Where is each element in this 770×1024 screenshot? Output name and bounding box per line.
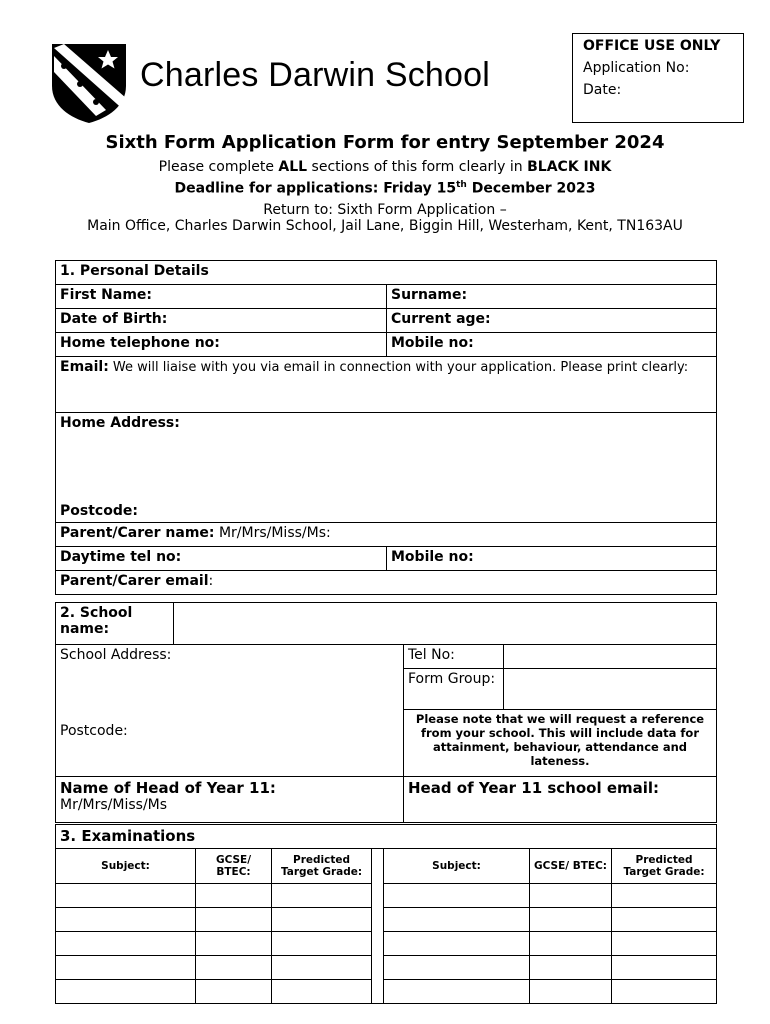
school-postcode-label: Postcode: (60, 723, 128, 739)
gcse-col-header: GCSE/ BTEC: (196, 849, 272, 884)
exam-row (56, 908, 717, 932)
exam-grade-cell[interactable] (272, 980, 372, 1004)
exam-subject-cell[interactable] (56, 980, 196, 1004)
school-crest-logo (50, 42, 128, 124)
parent-mobile-field[interactable]: Mobile no: (387, 547, 717, 571)
subject-col-header-2: Subject: (384, 849, 530, 884)
exam-grade-cell[interactable] (272, 884, 372, 908)
head-of-year-field[interactable] (56, 777, 404, 823)
exam-grade-cell[interactable] (272, 932, 372, 956)
examinations-section (55, 824, 717, 1004)
exam-grade-cell[interactable] (612, 884, 717, 908)
email-note: We will liaise with you via email in connection with your application. Please print clearly: (108, 360, 689, 375)
school-name-input[interactable] (174, 603, 717, 645)
exam-subject-cell[interactable] (56, 908, 196, 932)
head-of-year-email-field[interactable]: Head of Year 11 school email: (404, 777, 717, 823)
examinations-heading: 3. Examinations (56, 825, 717, 849)
exam-subject-cell[interactable] (56, 932, 196, 956)
tel-no-input[interactable] (504, 645, 717, 669)
exam-subject-cell[interactable] (384, 908, 530, 932)
personal-details-section (55, 260, 717, 595)
current-age-field[interactable]: Current age: (387, 309, 717, 333)
exam-grade-cell[interactable] (272, 956, 372, 980)
predicted-col-header: Predicted Target Grade: (272, 849, 372, 884)
exam-subject-cell[interactable] (56, 956, 196, 980)
mobile-field[interactable]: Mobile no: (387, 333, 717, 357)
exam-subject-cell[interactable] (384, 884, 530, 908)
application-no-label: Application No: (583, 60, 690, 76)
deadline-text: Deadline for applications: Friday 15 (174, 180, 457, 197)
column-divider (372, 849, 384, 1004)
exam-row (56, 956, 717, 980)
exam-subject-cell[interactable] (384, 980, 530, 1004)
email-label: Email: (60, 359, 109, 375)
exam-gcse-cell[interactable] (196, 980, 272, 1004)
school-address-label: School Address: (60, 647, 172, 663)
home-address-label: Home Address: (60, 415, 180, 431)
parent-email-field[interactable] (56, 571, 717, 595)
exam-grade-cell[interactable] (612, 908, 717, 932)
office-use-title: OFFICE USE ONLY (583, 38, 721, 54)
deadline-sup: th (456, 180, 467, 190)
home-address-field[interactable] (56, 413, 717, 523)
exam-grade-cell[interactable] (612, 932, 717, 956)
exam-gcse-cell[interactable] (196, 932, 272, 956)
date-of-birth-field[interactable]: Date of Birth: (56, 309, 387, 333)
exam-gcse-cell[interactable] (196, 884, 272, 908)
exam-row (56, 884, 717, 908)
home-telephone-field[interactable]: Home telephone no: (56, 333, 387, 357)
daytime-tel-field[interactable]: Daytime tel no: (56, 547, 387, 571)
parent-name-label: Parent/Carer name: (60, 525, 215, 541)
exam-gcse-cell[interactable] (530, 932, 612, 956)
email-field[interactable] (56, 357, 717, 413)
school-section (55, 602, 717, 823)
instructions (40, 159, 730, 175)
postcode-label: Postcode: (60, 503, 138, 519)
return-line: Return to: Sixth Form Application – (263, 202, 507, 218)
exam-gcse-cell[interactable] (530, 980, 612, 1004)
form-title: Sixth Form Application Form for entry September 2024 (105, 132, 665, 153)
exam-row (56, 932, 717, 956)
exam-header-row (56, 849, 717, 884)
exam-gcse-cell[interactable] (196, 908, 272, 932)
exam-subject-cell[interactable] (384, 956, 530, 980)
exam-gcse-cell[interactable] (530, 884, 612, 908)
gcse-col-header-2: GCSE/ BTEC: (530, 849, 612, 884)
surname-field[interactable]: Surname: (387, 285, 717, 309)
exam-gcse-cell[interactable] (196, 956, 272, 980)
form-group-input[interactable] (504, 669, 717, 710)
instructions-all: ALL (278, 159, 308, 175)
return-address: Main Office, Charles Darwin School, Jail Lane, Biggin Hill, Westerham, Kent, TN163AU (87, 218, 683, 234)
reference-note: Please note that we will request a reference from your school. This will include data for attainment, behaviour, attendance and lateness. (404, 709, 717, 776)
exam-grade-cell[interactable] (612, 980, 717, 1004)
head-of-year-titles: Mr/Mrs/Miss/Ms (60, 797, 168, 813)
exam-subject-cell[interactable] (56, 884, 196, 908)
parent-name-field[interactable] (56, 523, 717, 547)
instructions-black-ink: BLACK INK (527, 159, 612, 175)
exam-row (56, 980, 717, 1004)
subject-col-header: Subject: (56, 849, 196, 884)
date-label: Date: (583, 82, 622, 98)
tel-no-label: Tel No: (404, 645, 504, 669)
first-name-field[interactable]: First Name: (56, 285, 387, 309)
office-use-box (572, 33, 744, 123)
exam-subject-cell[interactable] (384, 932, 530, 956)
exam-grade-cell[interactable] (612, 956, 717, 980)
exam-gcse-cell[interactable] (530, 908, 612, 932)
parent-email-colon: : (208, 573, 214, 589)
exam-gcse-cell[interactable] (530, 956, 612, 980)
deadline-text-post: December 2023 (466, 180, 596, 197)
school-name: Charles Darwin School (140, 56, 491, 94)
parent-name-titles: Mr/Mrs/Miss/Ms: (214, 525, 331, 541)
personal-details-heading: 1. Personal Details (56, 261, 717, 285)
deadline (40, 180, 730, 197)
school-name-label: 2. School name: (56, 603, 174, 645)
form-group-label: Form Group: (404, 669, 504, 710)
predicted-col-header-2: Predicted Target Grade: (612, 849, 717, 884)
exam-grade-cell[interactable] (272, 908, 372, 932)
parent-email-label: Parent/Carer email (60, 573, 209, 589)
instructions-text-mid: sections of this form clearly in (307, 159, 528, 175)
school-address-field[interactable] (56, 645, 404, 777)
instructions-text: Please complete (158, 159, 279, 175)
head-of-year-label: Name of Head of Year 11: (60, 779, 276, 797)
